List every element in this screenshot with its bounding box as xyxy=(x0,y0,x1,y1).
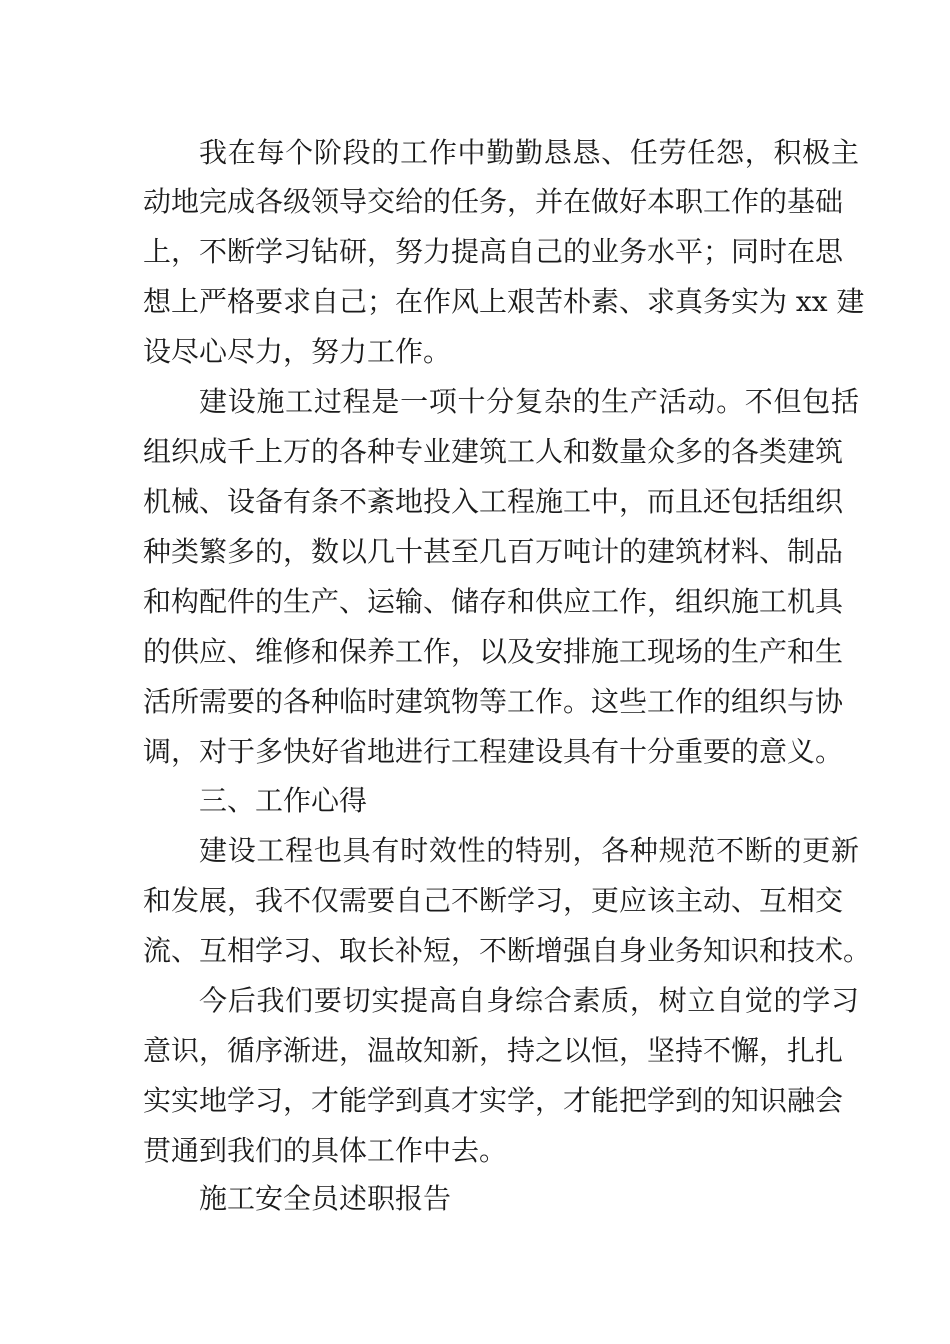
paragraph-1-line-1 xyxy=(0,133,950,173)
paragraph-2-line-4 xyxy=(0,532,950,572)
paragraph-2-line-8 xyxy=(0,732,950,772)
paragraph-2-line-1-text: 建设施工过程是一项十分复杂的生产活动。不但包括 xyxy=(199,385,859,418)
paragraph-2-line-2 xyxy=(0,432,950,472)
paragraph-1-line-3 xyxy=(0,232,950,272)
paragraph-1-line-2-text: 动地完成各级领导交给的任务，并在做好本职工作的基础 xyxy=(143,185,844,218)
paragraph-4-line-3-text: 实实地学习，才能学到真才实学，才能把学到的知识融会 xyxy=(143,1084,844,1117)
paragraph-4-line-3 xyxy=(0,1081,950,1121)
paragraph-4-line-1 xyxy=(0,981,950,1021)
paragraph-2-line-1 xyxy=(0,382,950,422)
paragraph-1-line-5 xyxy=(0,332,950,372)
paragraph-4-line-2-text: 意识，循序渐进，温故知新，持之以恒，坚持不懈，扎扎 xyxy=(143,1034,844,1067)
paragraph-3-line-2-text: 和发展，我不仅需要自己不断学习，更应该主动、互相交 xyxy=(143,884,844,917)
paragraph-4-line-4 xyxy=(0,1131,950,1171)
paragraph-3-line-3 xyxy=(0,931,950,971)
paragraph-4-line-1-text: 今后我们要切实提高自身综合素质，树立自觉的学习 xyxy=(199,984,859,1017)
paragraph-2-line-3 xyxy=(0,482,950,522)
paragraph-3-line-2 xyxy=(0,881,950,921)
paragraph-1-line-5-text: 设尽心尽力，努力工作。 xyxy=(143,335,452,368)
paragraph-1-line-3-text: 上，不断学习钻研，努力提高自己的业务水平；同时在思 xyxy=(143,235,844,268)
paragraph-2-line-4-text: 种类繁多的，数以几十甚至几百万吨计的建筑材料、制品 xyxy=(143,535,844,568)
paragraph-1-line-4-text: 想上严格要求自己；在作风上艰苦朴素、求真务实为 xx 建 xyxy=(143,285,865,318)
paragraph-1-line-4 xyxy=(0,282,950,322)
paragraph-2-line-8-text: 调，对于多快好省地进行工程建设具有十分重要的意义。 xyxy=(143,735,844,768)
next-document-title: 施工安全员述职报告 xyxy=(199,1182,452,1215)
paragraph-2-line-2-text: 组织成千上万的各种专业建筑工人和数量众多的各类建筑 xyxy=(143,435,844,468)
paragraph-2-line-6-text: 的供应、维修和保养工作，以及安排施工现场的生产和生 xyxy=(143,635,844,668)
paragraph-2-line-7-text: 活所需要的各种临时建筑物等工作。这些工作的组织与协 xyxy=(143,685,844,718)
paragraph-2-line-5 xyxy=(0,582,950,622)
section-heading: 三、工作心得 xyxy=(199,784,368,817)
paragraph-4-line-2 xyxy=(0,1031,950,1071)
paragraph-1-line-1-text: 我在每个阶段的工作中勤勤恳恳、任劳任怨，积极主 xyxy=(199,136,859,169)
paragraph-3-line-1 xyxy=(0,831,950,871)
paragraph-3-line-1-text: 建设工程也具有时效性的特别，各种规范不断的更新 xyxy=(199,834,859,867)
paragraph-2-line-5-text: 和构配件的生产、运输、储存和供应工作，组织施工机具 xyxy=(143,585,844,618)
paragraph-2-line-7 xyxy=(0,682,950,722)
paragraph-4-line-4-text: 贯通到我们的具体工作中去。 xyxy=(143,1134,508,1167)
paragraph-2-line-3-text: 机械、设备有条不紊地投入工程施工中，而且还包括组织 xyxy=(143,485,844,518)
next-title-line xyxy=(0,1179,950,1219)
section-heading-line xyxy=(0,781,950,821)
paragraph-1-line-2 xyxy=(0,182,950,222)
paragraph-2-line-6 xyxy=(0,632,950,672)
paragraph-3-line-3-text: 流、互相学习、取长补短，不断增强自身业务知识和技术。 xyxy=(143,934,872,967)
